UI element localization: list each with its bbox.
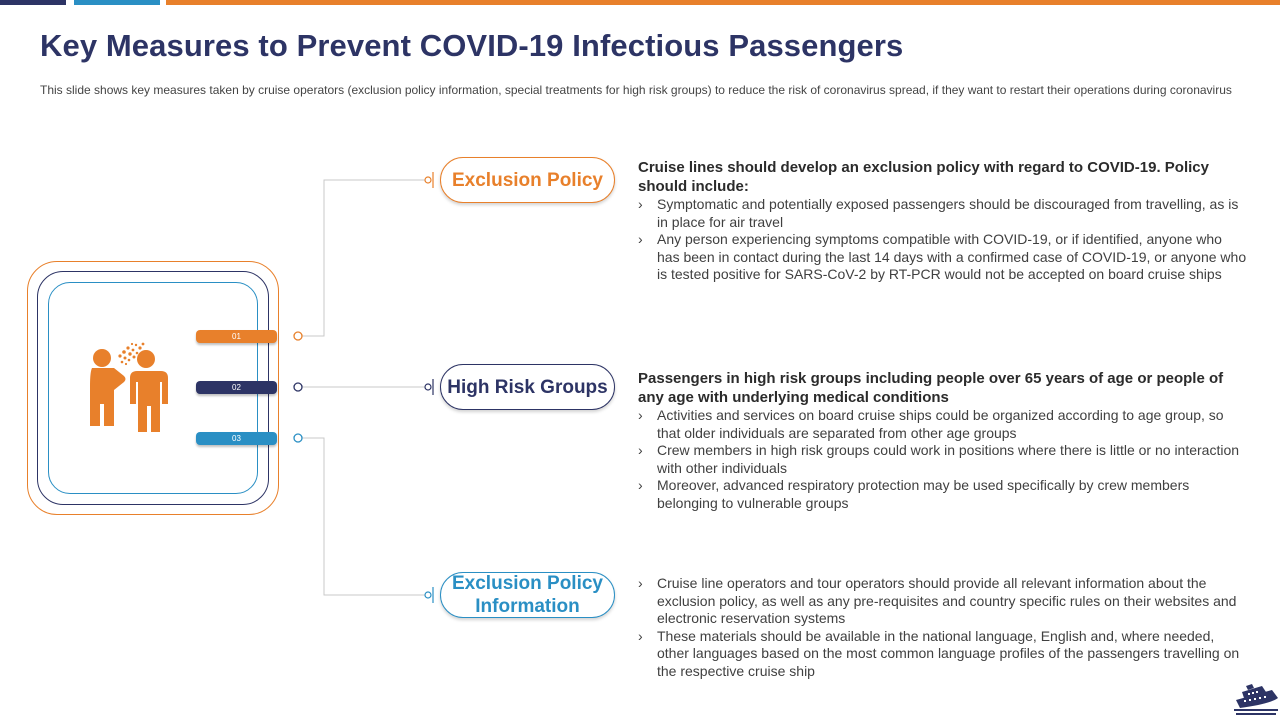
chevron-right-icon: › [638,575,643,591]
list-item [638,407,1248,442]
person-coughing-icon [76,338,186,438]
chevron-right-icon: › [638,196,643,212]
section-heading: Passengers in high risk groups including people over 65 years of age or people of any age with underlying medical conditions [638,370,1224,406]
bullet-list [638,407,1248,512]
list-item [638,628,1248,681]
pill-node-01 [425,177,431,183]
bullet-text: Any person experiencing symptoms compatible with COVID-19, or if identified, anyone who has been in contact during the last 14 days with a confirmed case of COVID-19, or anyone who is tested positive for SARS-CoV-2 by RT-PCR would not be accepted on board cruise ships [657,231,1247,282]
tab-01: 01 [196,330,277,343]
pill-exclusion-policy-information [440,572,615,618]
node-02 [294,383,302,391]
connector-01 [302,180,428,336]
bullet-text: Cruise line operators and tour operators should provide all relevant information about the exclusion policy, as well as any pre-requisites and country specific rules on their websites and electronic reservation systems [657,575,1237,626]
pill-label: Exclusion Policy [452,169,603,191]
pill-node-02 [425,384,431,390]
pill-high-risk-groups [440,364,615,410]
section-high-risk-groups [638,369,1248,512]
section-heading: Cruise lines should develop an exclusion policy with regard to COVID-19. Policy should include: [638,159,1209,195]
node-03 [294,434,302,442]
pill-label: High Risk Groups [447,376,608,398]
tab-02: 02 [196,381,277,394]
bullet-text: These materials should be available in the national language, English and, where needed, other languages based on the most common language profiles of the passengers travelling on the respective cruise ship [657,627,1240,679]
list-item [638,196,1248,231]
chevron-right-icon: › [638,477,643,493]
tab-03: 03 [196,432,277,445]
list-item [638,477,1248,512]
chevron-right-icon: › [638,407,643,423]
node-01 [294,332,302,340]
list-item [638,442,1248,477]
list-item [638,231,1248,284]
connector-03 [302,438,428,595]
bullet-text: Moreover, advanced respiratory protection may be used specifically by crew members belonging to vulnerable groups [657,477,1190,511]
page-title: Key Measures to Prevent COVID-19 Infectious Passengers [40,28,904,63]
bullet-text: Symptomatic and potentially exposed passengers should be discouraged from travelling, as is in place for air travel [657,196,1239,230]
bullet-text: Activities and services on board cruise ships could be organized according to age group, so that older individuals are separated from other age groups [657,407,1224,441]
page-subtitle: This slide shows key measures taken by cruise operators (exclusion policy information, special treatments for high risk groups) to reduce the risk of coronavirus spread, if they want to restart their operations during coronavirus [40,83,1232,97]
bullet-list [638,575,1248,680]
pill-node-03 [425,592,431,598]
section-exclusion-policy [638,158,1248,284]
list-item [638,575,1248,628]
chevron-right-icon: › [638,627,643,644]
cruise-ship-icon [1232,678,1280,718]
pill-label: Exclusion Policy Information [452,573,603,617]
chevron-right-icon: › [638,231,643,247]
pill-exclusion-policy [440,157,615,203]
bullet-list [638,196,1248,284]
chevron-right-icon: › [638,442,643,458]
section-exclusion-policy-information [638,575,1248,680]
bullet-text: Crew members in high risk groups could work in positions where there is little or no interaction with other individuals [657,442,1240,476]
